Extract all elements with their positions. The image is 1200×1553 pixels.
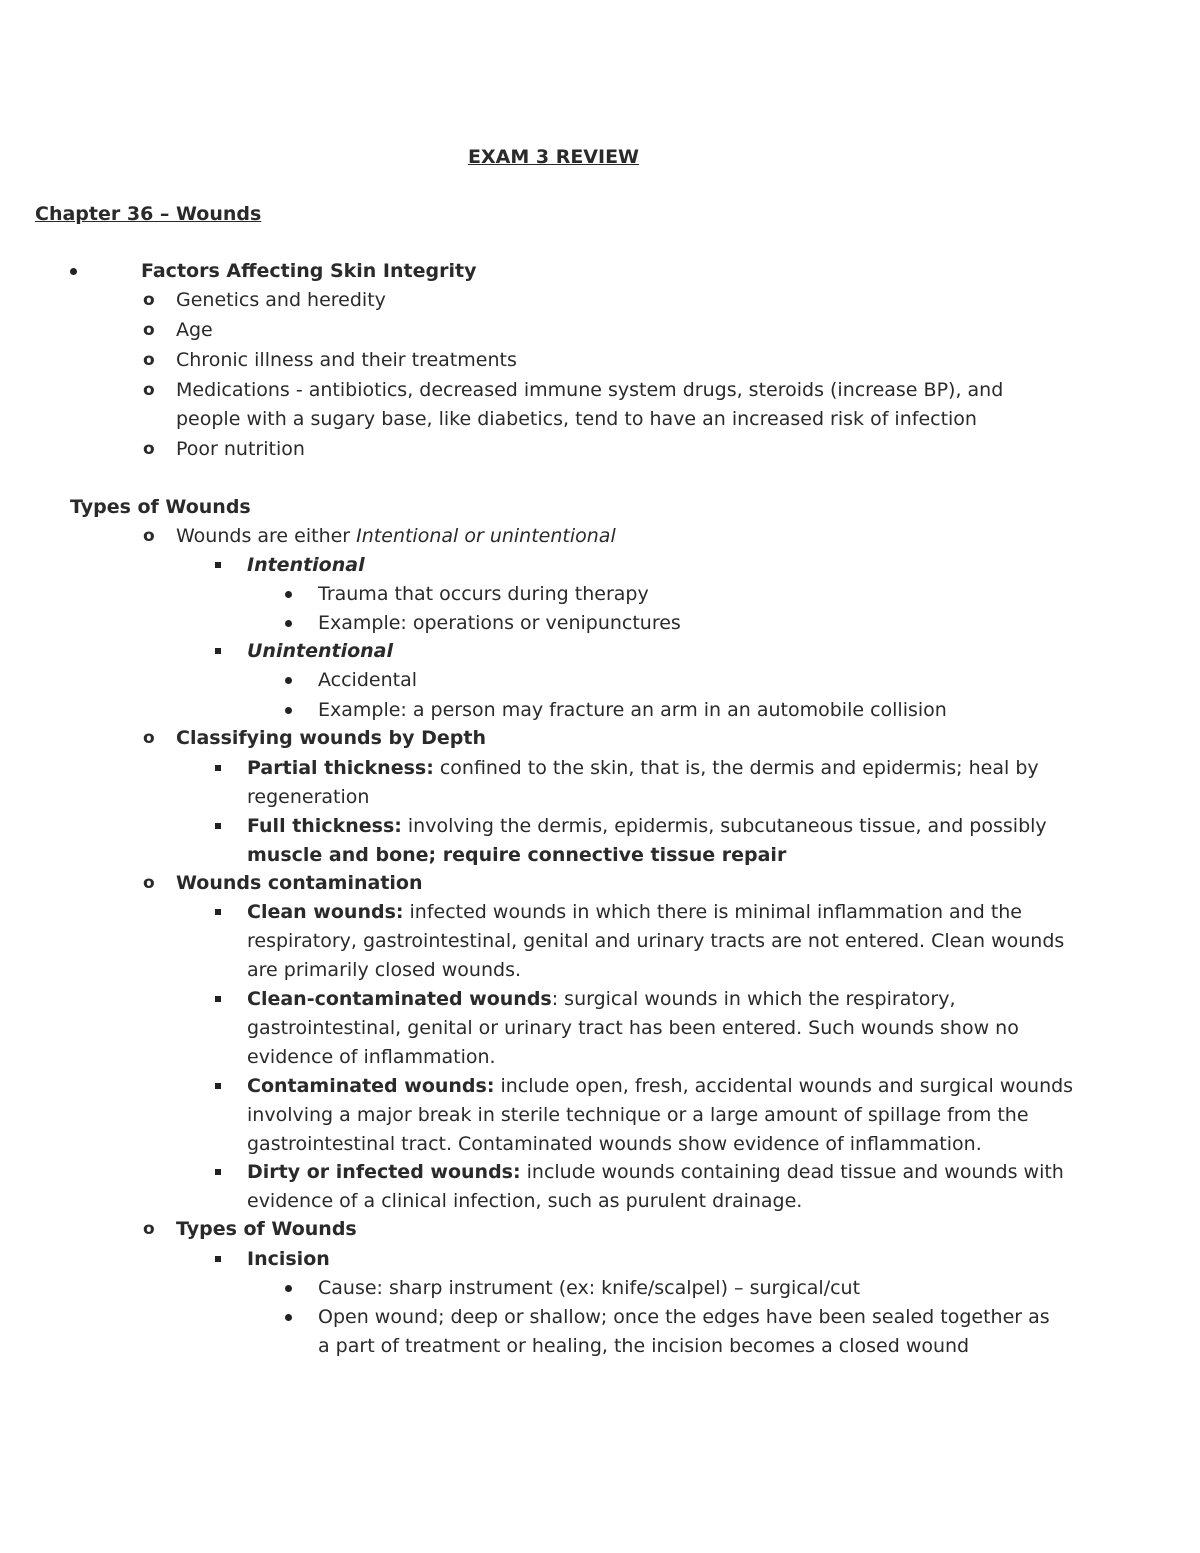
intentional-label: Intentional <box>247 554 365 576</box>
clean-contaminated-label: Clean-contaminated wounds <box>247 988 552 1010</box>
list-item: Genetics and heredity <box>176 289 386 311</box>
list-item <box>247 1074 1073 1098</box>
chapter-heading: Chapter 36 – Wounds <box>35 203 262 225</box>
incision-label: Incision <box>247 1248 330 1270</box>
list-item-continued: evidence of a clinical infection, such as purulent drainage. <box>247 1190 803 1212</box>
bullet-o-icon: o <box>143 380 155 400</box>
contamination-heading: Wounds contamination <box>176 872 423 894</box>
list-item: Chronic illness and their treatments <box>176 349 517 371</box>
list-item-continued: are primarily closed wounds. <box>247 959 522 981</box>
unintentional-label: Unintentional <box>247 640 393 662</box>
list-item: Medications - antibiotics, decreased immune system drugs, steroids (increase BP), and <box>176 379 1004 401</box>
page-title: EXAM 3 REVIEW <box>468 146 640 168</box>
full-text: involving the dermis, epidermis, subcutaneous tissue, and possibly <box>401 815 1047 837</box>
list-item-continued: a part of treatment or healing, the incision becomes a closed wound <box>318 1335 970 1357</box>
partial-label: Partial thickness: <box>247 757 434 779</box>
list-item-continued: evidence of inflammation. <box>247 1046 496 1068</box>
clean-text: infected wounds in which there is minimal inflammation and the <box>403 901 1022 923</box>
depth-heading: Classifying wounds by Depth <box>176 727 486 749</box>
types-heading: Types of Wounds <box>70 496 251 518</box>
list-item: Example: operations or venipunctures <box>318 612 681 634</box>
list-item: Open wound; deep or shallow; once the edges have been sealed together as <box>318 1306 1050 1328</box>
bullet-disc-icon <box>285 620 292 627</box>
types-sub-heading: Types of Wounds <box>176 1218 357 1240</box>
bullet-square-icon <box>215 562 221 568</box>
contaminated-label: Contaminated wounds: <box>247 1075 495 1097</box>
list-item: Age <box>176 319 213 341</box>
bullet-square-icon <box>215 996 221 1002</box>
list-item <box>247 756 1039 780</box>
bullet-o-icon: o <box>143 320 155 340</box>
list-item-continued: gastrointestinal tract. Contaminated wounds show evidence of inflammation. <box>247 1133 982 1155</box>
list-item: Poor nutrition <box>176 438 305 460</box>
list-item <box>247 1160 1064 1184</box>
bullet-disc-icon <box>285 1285 292 1292</box>
list-item: Accidental <box>318 669 417 691</box>
list-item <box>176 524 616 548</box>
dirty-text: include wounds containing dead tissue and wounds with <box>520 1161 1064 1183</box>
bullet-disc-icon <box>285 677 292 684</box>
intent-prefix: Wounds are either <box>176 525 357 547</box>
intent-italic: Intentional or unintentional <box>356 525 616 547</box>
bullet-o-icon: o <box>143 1219 155 1239</box>
bullet-disc-icon <box>285 707 292 714</box>
bullet-square-icon <box>215 1256 221 1262</box>
list-item-continued: gastrointestinal, genital or urinary tract has been entered. Such wounds show no <box>247 1017 1019 1039</box>
factors-heading: Factors Affecting Skin Integrity <box>141 260 477 282</box>
full-label: Full thickness: <box>247 815 402 837</box>
bullet-disc-icon <box>70 268 77 275</box>
list-item <box>247 987 956 1011</box>
bullet-o-icon: o <box>143 526 155 546</box>
list-item-continued: muscle and bone; require connective tissue repair <box>247 844 787 866</box>
bullet-square-icon <box>215 1083 221 1089</box>
list-item-continued: people with a sugary base, like diabetics, tend to have an increased risk of infection <box>176 408 977 430</box>
bullet-disc-icon <box>285 591 292 598</box>
bullet-o-icon: o <box>143 439 155 459</box>
list-item <box>247 814 1047 838</box>
bullet-square-icon <box>215 823 221 829</box>
bullet-o-icon: o <box>143 290 155 310</box>
list-item: Cause: sharp instrument (ex: knife/scalpel) – surgical/cut <box>318 1277 861 1299</box>
list-item-continued: involving a major break in sterile technique or a large amount of spillage from the <box>247 1104 1029 1126</box>
list-item: Example: a person may fracture an arm in an automobile collision <box>318 699 947 721</box>
bullet-square-icon <box>215 1169 221 1175</box>
bullet-square-icon <box>215 909 221 915</box>
list-item: Trauma that occurs during therapy <box>318 583 649 605</box>
dirty-label: Dirty or infected wounds: <box>247 1161 521 1183</box>
bullet-o-icon: o <box>143 350 155 370</box>
bullet-disc-icon <box>285 1314 292 1321</box>
partial-text: confined to the skin, that is, the dermis and epidermis; heal by <box>433 757 1039 779</box>
list-item-continued: regeneration <box>247 786 370 808</box>
bullet-square-icon <box>215 648 221 654</box>
clean-label: Clean wounds: <box>247 901 404 923</box>
list-item <box>247 900 1022 924</box>
bullet-square-icon <box>215 765 221 771</box>
contaminated-text: include open, fresh, accidental wounds and surgical wounds <box>494 1075 1074 1097</box>
list-item-continued: respiratory, gastrointestinal, genital and urinary tracts are not entered. Clean wounds <box>247 930 1065 952</box>
bullet-o-icon: o <box>143 728 155 748</box>
clean-contaminated-text: : surgical wounds in which the respiratory, <box>551 988 956 1010</box>
bullet-o-icon: o <box>143 873 155 893</box>
